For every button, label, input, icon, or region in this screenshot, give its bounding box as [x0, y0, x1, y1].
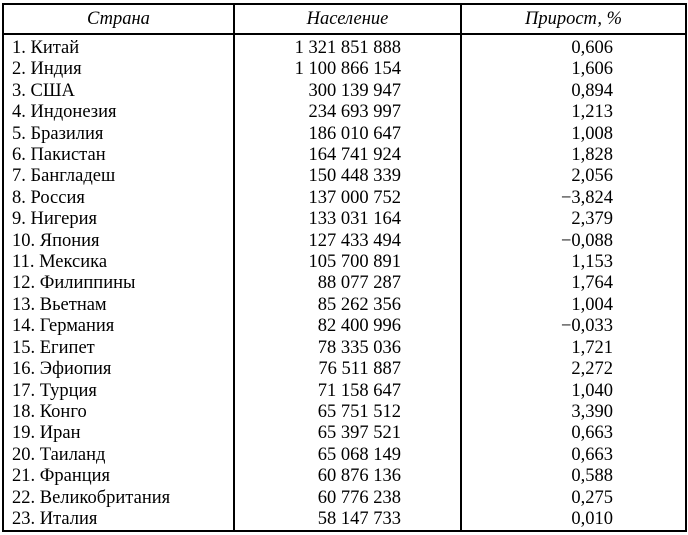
table-row [3, 59, 686, 80]
table-row [3, 338, 686, 359]
table-row [3, 359, 686, 380]
growth-cell: 0,275 [461, 488, 686, 509]
growth-cell: 2,056 [461, 166, 686, 187]
country-cell: 16. Эфиопия [3, 359, 234, 380]
table-body [3, 34, 686, 531]
country-cell: 5. Бразилия [3, 124, 234, 145]
table-row [3, 295, 686, 316]
population-cell: 58 147 733 [234, 509, 461, 531]
population-cell: 65 068 149 [234, 445, 461, 466]
country-cell: 4. Индонезия [3, 102, 234, 123]
country-cell: 2. Индия [3, 59, 234, 80]
country-cell: 21. Франция [3, 466, 234, 487]
table-row [3, 209, 686, 230]
population-cell: 65 397 521 [234, 423, 461, 444]
table-row [3, 423, 686, 444]
growth-cell: 1,606 [461, 59, 686, 80]
population-cell: 105 700 891 [234, 252, 461, 273]
country-cell: 13. Вьетнам [3, 295, 234, 316]
growth-cell: 2,272 [461, 359, 686, 380]
table-row [3, 466, 686, 487]
table-row [3, 34, 686, 59]
country-cell: 20. Таиланд [3, 445, 234, 466]
growth-cell: 0,606 [461, 34, 686, 59]
country-cell: 3. США [3, 81, 234, 102]
growth-cell: 3,390 [461, 402, 686, 423]
growth-cell: −0,088 [461, 231, 686, 252]
growth-cell: 0,894 [461, 81, 686, 102]
population-cell: 60 876 136 [234, 466, 461, 487]
country-cell: 17. Турция [3, 381, 234, 402]
population-cell: 137 000 752 [234, 188, 461, 209]
table-row [3, 166, 686, 187]
population-cell: 186 010 647 [234, 124, 461, 145]
table-row [3, 488, 686, 509]
population-cell: 127 433 494 [234, 231, 461, 252]
population-cell: 164 741 924 [234, 145, 461, 166]
population-cell: 1 100 866 154 [234, 59, 461, 80]
growth-cell: 2,379 [461, 209, 686, 230]
table-row [3, 402, 686, 423]
country-cell: 15. Египет [3, 338, 234, 359]
growth-cell: 1,004 [461, 295, 686, 316]
population-cell: 1 321 851 888 [234, 34, 461, 59]
header-population: Население [234, 4, 461, 34]
header-growth: Прирост, % [461, 4, 686, 34]
growth-cell: −0,033 [461, 316, 686, 337]
table-row [3, 188, 686, 209]
country-cell: 22. Великобритания [3, 488, 234, 509]
growth-cell: 1,764 [461, 273, 686, 294]
growth-cell: 1,040 [461, 381, 686, 402]
country-cell: 11. Мексика [3, 252, 234, 273]
growth-cell: 1,213 [461, 102, 686, 123]
population-cell: 71 158 647 [234, 381, 461, 402]
country-cell: 10. Япония [3, 231, 234, 252]
growth-cell: 1,721 [461, 338, 686, 359]
population-table [2, 3, 687, 532]
country-cell: 8. Россия [3, 188, 234, 209]
population-cell: 60 776 238 [234, 488, 461, 509]
population-cell: 76 511 887 [234, 359, 461, 380]
country-cell: 7. Бангладеш [3, 166, 234, 187]
table-row [3, 381, 686, 402]
table-row [3, 316, 686, 337]
population-cell: 65 751 512 [234, 402, 461, 423]
country-cell: 9. Нигерия [3, 209, 234, 230]
growth-cell: 1,828 [461, 145, 686, 166]
table-header [3, 4, 686, 34]
population-cell: 85 262 356 [234, 295, 461, 316]
country-cell: 18. Конго [3, 402, 234, 423]
growth-cell: 1,153 [461, 252, 686, 273]
table-row [3, 509, 686, 531]
growth-cell: 0,010 [461, 509, 686, 531]
country-cell: 1. Китай [3, 34, 234, 59]
country-cell: 23. Италия [3, 509, 234, 531]
table-row [3, 102, 686, 123]
growth-cell: 0,663 [461, 423, 686, 444]
population-cell: 150 448 339 [234, 166, 461, 187]
table-row [3, 124, 686, 145]
population-cell: 234 693 997 [234, 102, 461, 123]
table-row [3, 81, 686, 102]
country-cell: 14. Германия [3, 316, 234, 337]
growth-cell: 1,008 [461, 124, 686, 145]
population-cell: 133 031 164 [234, 209, 461, 230]
header-row [3, 4, 686, 34]
table-row [3, 231, 686, 252]
country-cell: 19. Иран [3, 423, 234, 444]
table-row [3, 273, 686, 294]
population-cell: 88 077 287 [234, 273, 461, 294]
table-row [3, 445, 686, 466]
country-cell: 6. Пакистан [3, 145, 234, 166]
growth-cell: −3,824 [461, 188, 686, 209]
header-country: Страна [3, 4, 234, 34]
country-cell: 12. Филиппины [3, 273, 234, 294]
table-row [3, 145, 686, 166]
population-cell: 78 335 036 [234, 338, 461, 359]
growth-cell: 0,663 [461, 445, 686, 466]
table-row [3, 252, 686, 273]
population-cell: 82 400 996 [234, 316, 461, 337]
growth-cell: 0,588 [461, 466, 686, 487]
population-cell: 300 139 947 [234, 81, 461, 102]
